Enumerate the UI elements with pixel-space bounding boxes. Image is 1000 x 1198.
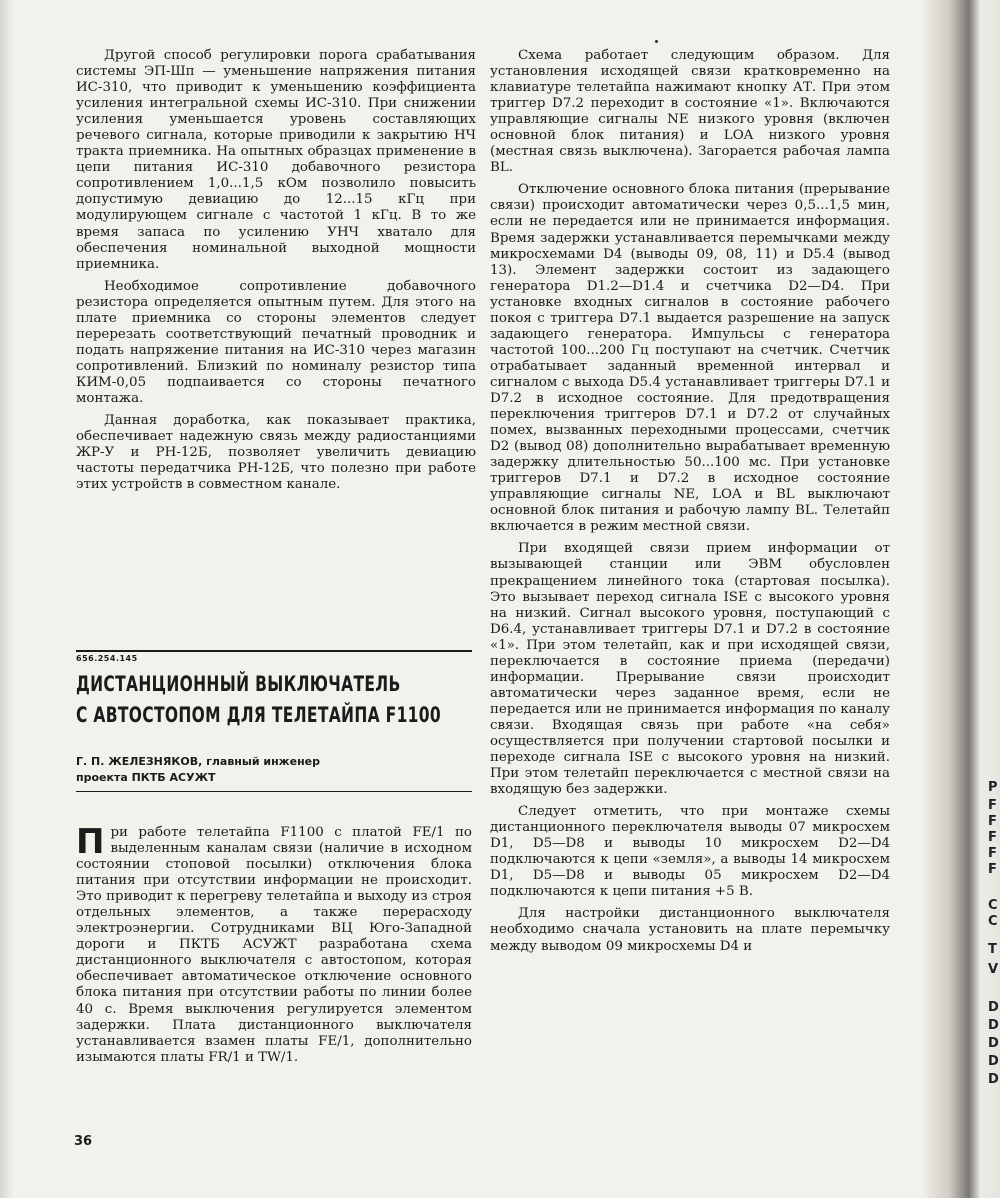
edge-fragment: D	[988, 1054, 999, 1069]
right-paragraph-3: При входящей связи прием информации от вызывающей станции или ЭВМ обусловлен прекращением линейного тока (стартовая посылка). Это вызывает переход сигнала ISE с высокого уровня на низкий. Сигнал высокого уровня, поступающий с D6.4, устанавливает триггеры D7.1 и D7.2 в состояние «1». При этом телетайп, как и при исходящей связи, переключается в состояние приема (передачи) информации. Прерывание связи происходит автоматически через заданное время, если не передается или не принимается информация по каналу связи. Входящая связь при работе «на себя» осуществляется при получении стартовой посылки и переходе сигнала ISE с высокого уровня на низкий. При этом телетайп переключается с местной связи на входящую без задержки.	[490, 541, 890, 798]
drop-cap: П	[76, 825, 105, 862]
print-speck	[655, 40, 658, 43]
edge-fragment: P	[988, 780, 998, 795]
edge-fragment: C	[988, 898, 998, 913]
right-paragraph-1: Схема работает следующим образом. Для установления исходящей связи кратковременно на клавиатуре телетайпа нажимают кнопку АТ. При этом триггер D7.2 переходит в состояние «1». Включаются управляющие сигналы NE низкого уровня (включен основной блок питания) и LOA низкого уровня (местная связь выключена). Загорается рабочая лампа BL.	[490, 48, 890, 176]
edge-fragment: D	[988, 1072, 999, 1087]
page-binding-shadow	[0, 0, 14, 1198]
left-paragraph-3: Данная доработка, как показывает практика, обеспечивает надежную связь между радиостанциями ЖР-У и РН-12Б, позволяет увеличить девиацию частоты передатчика РН-12Б, что полезно при работе этих устройств в совместном канале.	[76, 413, 476, 493]
article-top-rule	[76, 650, 472, 652]
page-number: 36	[74, 1134, 93, 1149]
edge-fragment: F	[988, 798, 997, 813]
edge-fragment: D	[988, 1036, 999, 1051]
author-line-2: проекта ПКТБ АСУЖТ	[76, 771, 216, 784]
intro-text: ри работе телетайпа F1100 с платой FE/1 по выделенным каналам связи (наличие в исходном состоянии стоповой посылки) отключения блока питания при отсутствии информации не происходит. Это приводит к перегреву телетайпа и выходу из строя отдельных элементов, а также перерасходу электроэнергии. Сотрудниками ВЦ Юго-Западной дороги и ПКТБ АСУЖТ разработана схема дистанционного выключателя с автостопом, которая обеспечивает автоматическое отключение основного блока питания при отсутствии работы по линии более 40 с. Время выключения регулируется элементом задержки. Плата дистанционного выключателя устанавливается взамен платы FE/1, дополнительно изымаются платы FR/1 и TW/1.	[76, 825, 472, 1065]
udc-code: 656.254.145	[76, 654, 138, 663]
left-column-text	[76, 48, 476, 554]
article-intro	[76, 825, 472, 1115]
article-title-line-1: ДИСТАНЦИОННЫЙ ВЫКЛЮЧАТЕЛЬ	[76, 672, 401, 696]
edge-fragment: F	[988, 830, 997, 845]
edge-fragment: T	[988, 942, 997, 957]
right-paragraph-5: Для настройки дистанционного выключателя необходимо сначала установить на плате перемычку между выводом 09 микросхемы D4 и	[490, 906, 890, 954]
edge-fragment: F	[988, 846, 997, 861]
right-paragraph-2: Отключение основного блока питания (прерывание связи) происходит автоматически через 0,5...1,5 мин, если не передается или не принимается информация. Время задержки устанавливается перемычками между микросхемами D4 (выводы 09, 08, 11) и D5.4 (вывод 13). Элемент задержки состоит из задающего генератора D1.2—D1.4 и счетчика D2—D4. При установке входных сигналов в состояние рабочего покоя с триггера D7.1 выдается разрешение на запуск задающего генератора. Импульсы с генератора частотой 100...200 Гц поступают на счетчик. Счетчик отрабатывает заданный временной интервал и сигналом с выхода D5.4 устанавливает триггеры D7.1 и D7.2 в исходное состояние. Для предотвращения переключения триггеров D7.1 и D7.2 от случайных помех, вызванных переходными процессами, счетчик D2 (вывод 08) дополнительно вырабатывает временную задержку длительностью 50...100 мс. При установке триггеров D7.1 и D7.2 в исходное состояние управляющие сигналы NE, LOA и BL выключают основной блок питания и рабочую лампу BL. Телетайп включается в режим местной связи.	[490, 182, 890, 535]
right-column-text	[490, 48, 890, 1163]
article-title-line-2: С АВТОСТОПОМ ДЛЯ ТЕЛЕТАЙПА F1100	[76, 703, 442, 727]
edge-fragment: F	[988, 814, 997, 829]
left-paragraph-2: Необходимое сопротивление добавочного резистора определяется опытным путем. Для этого на плате приемника со стороны элементов следует перерезать соответствующий печатный проводник и подать напряжение питания на ИС-310 через магазин сопротивлений. Близкий по номиналу резистор типа КИМ-0,05 подпаивается со стороны печатного монтажа.	[76, 278, 476, 406]
author-rule	[76, 791, 472, 792]
right-paragraph-4: Следует отметить, что при монтаже схемы дистанционного переключателя выводы 07 микросхем D1, D5—D8 и выводы 10 микросхем D2—D4 подключаются к цепи «земля», а выводы 14 микросхем D1, D5—D8 и выводы 05 микросхем D2—D4 подключаются к цепи питания +5 В.	[490, 804, 890, 900]
edge-fragment: C	[988, 914, 998, 929]
next-page-fragments	[982, 0, 1000, 1198]
edge-fragment: F	[988, 862, 997, 877]
left-paragraph-1: Другой способ регулировки порога срабатывания системы ЭП-Шп — уменьшение напряжения питания ИС-310, что приводит к уменьшению коэффициента усиления интегральной схемы ИС-310. При снижении усиления уменьшается уровень составляющих речевого сигнала, которые приводили к закрытию НЧ тракта приемника. На опытных образцах применение в цепи питания ИС-310 добавочного резистора сопротивлением 1,0...1,5 кОм позволило повысить допустимую девиацию до 12...15 кГц при модулирующем сигнале с частотой 1 кГц. В то же время запаса по усилению УНЧ хватало для обеспечения номинальной выходной мощности приемника.	[76, 48, 476, 272]
edge-fragment: D	[988, 1000, 999, 1015]
edge-fragment: D	[988, 1018, 999, 1033]
edge-fragment: V	[988, 962, 999, 977]
author-line-1: Г. П. ЖЕЛЕЗНЯКОВ, главный инженер	[76, 755, 321, 768]
